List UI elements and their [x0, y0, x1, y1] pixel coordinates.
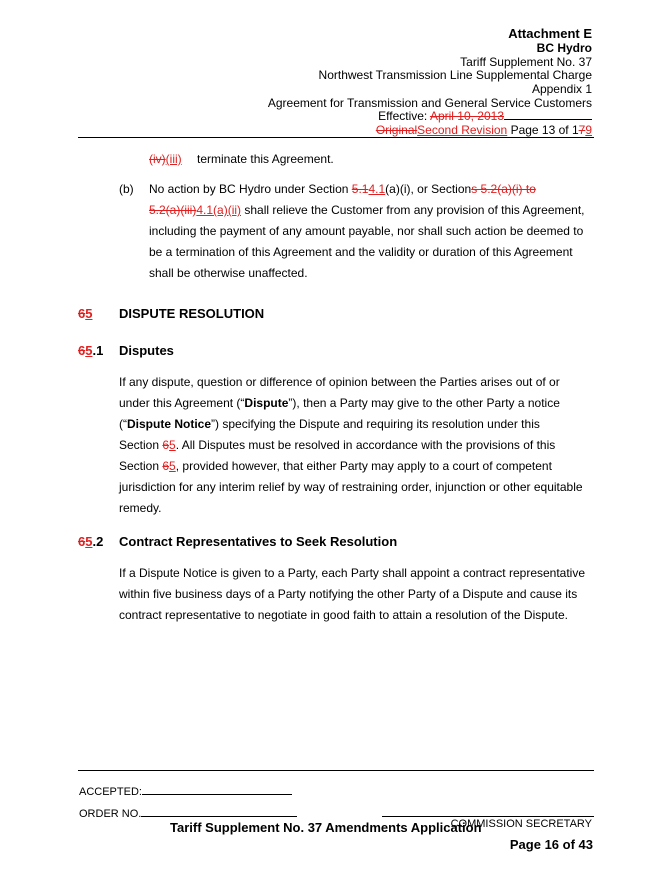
- defined-term-dispute-notice: Dispute Notice: [127, 417, 212, 431]
- sub1-line-4: [119, 435, 583, 456]
- page-number: Page 16 of 43: [509, 837, 593, 852]
- subsection-1-title: Disputes: [119, 343, 174, 358]
- appendix-label: Appendix 1: [531, 82, 592, 96]
- section-number-inserted: 5: [85, 306, 93, 321]
- accepted-label: ACCEPTED:: [79, 786, 142, 798]
- section-title: DISPUTE RESOLUTION: [119, 306, 265, 321]
- section-ref-deleted: s 5.2(a)(i) to: [471, 182, 536, 196]
- subsection-1-number: [78, 343, 103, 358]
- item-iii-label-deleted: (iv): [149, 152, 166, 166]
- sub1-text: under this Agreement (“: [119, 396, 245, 410]
- revision-inserted: Second Revision: [417, 123, 508, 137]
- supplement-title: Tariff Supplement No. 37: [460, 55, 592, 69]
- sub1-text: ”) specifying the Dispute and requiring its resolution under this: [211, 417, 540, 431]
- item-b-label: (b): [119, 182, 134, 196]
- sub1-text: Section: [119, 438, 163, 452]
- subsection-2-number-inserted: 5: [85, 534, 93, 549]
- secretary-signature-line: [382, 816, 594, 817]
- sub1-line-7: remedy.: [119, 501, 162, 515]
- revision-line: [376, 123, 592, 137]
- sub2-line-3: contract representative to negotiate in good faith to attain a resolution of the Dispute.: [119, 608, 568, 622]
- subsection-2-paragraph: [119, 563, 585, 626]
- accepted-blank: [142, 784, 292, 795]
- page-deleted: 7: [578, 123, 586, 137]
- page-inserted: 9: [585, 123, 592, 137]
- attachment-label: Attachment E: [508, 26, 592, 41]
- section-ref-inserted: 4.1(a)(ii): [196, 203, 242, 217]
- section-ref-inserted: 5: [169, 459, 176, 473]
- sub2-line-2: within five business days of a Party notifying the other Party of a Dispute and cause its: [119, 587, 578, 601]
- sub1-text: ”), then a Party may give to the other Party a notice: [288, 396, 560, 410]
- sub2-line-1: If a Dispute Notice is given to a Party, each Party shall appoint a contract representative: [119, 566, 586, 580]
- sub1-text: Section: [119, 459, 163, 473]
- subsection-2-number-deleted: 6: [78, 534, 86, 549]
- effective-label: Effective:: [378, 109, 430, 123]
- section-ref-deleted: 5.1: [351, 182, 369, 196]
- sub1-text: . All Disputes must be resolved in accordance with the provisions of this: [175, 438, 556, 452]
- section-ref-inserted: 5: [169, 438, 176, 452]
- order-line: [79, 806, 297, 820]
- section-number-deleted: 6: [78, 306, 86, 321]
- page-prefix: Page 13 of 1: [507, 123, 579, 137]
- subsection-1-number-deleted: 6: [78, 343, 86, 358]
- subsection-1-paragraph: [119, 372, 583, 519]
- sub1-line-3: [119, 414, 583, 435]
- section-ref-deleted: 5.2(a)(iii): [149, 203, 197, 217]
- subsection-2-suffix: .2: [92, 534, 104, 549]
- item-b-text: shall relieve the Customer from any provision of this Agreement,: [241, 203, 585, 217]
- item-b-text: No action by BC Hydro under Section: [149, 182, 352, 196]
- sub1-line-2: [119, 393, 583, 414]
- application-title: Tariff Supplement No. 37 Amendments Application: [170, 820, 482, 835]
- item-b-paragraph: [149, 179, 585, 284]
- footer-divider: [78, 770, 594, 771]
- effective-deleted-date: April 10, 2013: [429, 109, 504, 123]
- order-label: ORDER NO.: [79, 808, 142, 820]
- item-b-line-1: [149, 179, 585, 200]
- commission-secretary-label: COMMISSION SECRETARY: [450, 818, 592, 830]
- order-blank: [141, 806, 297, 817]
- subsection-2-number: [78, 534, 103, 549]
- section-ref-deleted: 6: [162, 438, 170, 452]
- section-number: [78, 306, 92, 321]
- revision-deleted: Original: [375, 123, 418, 137]
- company-name: BC Hydro: [536, 41, 592, 55]
- charge-title: Northwest Transmission Line Supplemental Charge: [318, 68, 592, 82]
- sub1-line-5: [119, 456, 583, 477]
- item-b-line-2: [149, 200, 585, 221]
- item-b-line-5: shall be otherwise unaffected.: [149, 266, 308, 280]
- effective-date: [378, 109, 592, 123]
- sub1-text: , provided however, that either Party may apply to a court of competent: [175, 459, 552, 473]
- item-b-line-4: be a termination of this Agreement and the validity or duration of this Agreement: [149, 245, 573, 259]
- subsection-1-suffix: .1: [92, 343, 104, 358]
- item-b-text: (a)(i), or Section: [385, 182, 472, 196]
- sub1-line-1: If any dispute, question or difference of opinion between the Parties arises out of or: [119, 375, 560, 389]
- subsection-1-number-inserted: 5: [85, 343, 93, 358]
- section-ref-inserted: 4.1: [368, 182, 386, 196]
- sub1-text: (“: [119, 417, 127, 431]
- header-divider: [78, 137, 594, 138]
- defined-term-dispute: Dispute: [244, 396, 289, 410]
- subsection-2-title: Contract Representatives to Seek Resolution: [119, 534, 398, 549]
- effective-blank: [504, 109, 592, 120]
- item-iii-text: terminate this Agreement.: [197, 152, 334, 166]
- agreement-title: Agreement for Transmission and General Service Customers: [267, 96, 592, 110]
- item-iii-label-inserted: (iii): [165, 152, 182, 166]
- item-iii-label: [149, 149, 182, 170]
- accepted-line: [79, 784, 292, 798]
- sub1-line-6: jurisdiction for any interim relief by way of restraining order, injunction or other equitable: [119, 480, 583, 494]
- item-b-line-3: including the payment of any amount payable, nor shall such action be deemed to: [149, 224, 584, 238]
- section-ref-deleted: 6: [162, 459, 170, 473]
